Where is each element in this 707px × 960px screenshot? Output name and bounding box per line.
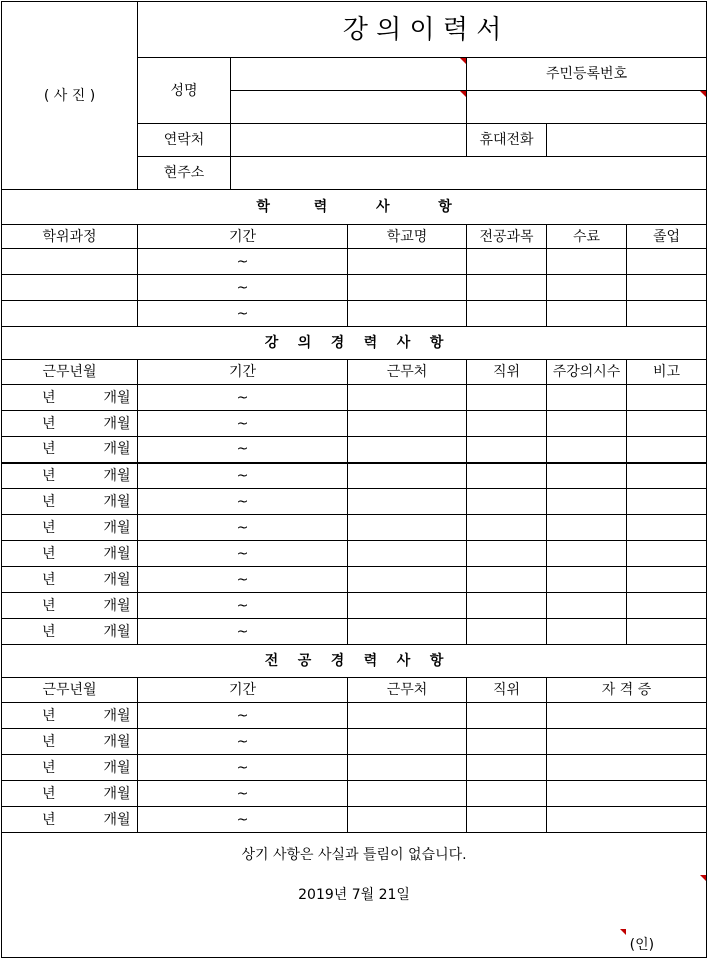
- period-cell[interactable]: ~: [138, 541, 348, 567]
- header-period: 기간: [138, 225, 348, 249]
- major-career-rows: [2, 703, 707, 833]
- months-label: 개월: [103, 623, 131, 640]
- date-text: 2019년 7월 21일: [298, 887, 410, 903]
- resident-number-label: 주민등록번호: [467, 58, 707, 91]
- name-field-2[interactable]: [231, 91, 467, 124]
- header-period: 기간: [138, 360, 348, 385]
- education-section-title: 학 력 사 항: [2, 190, 707, 225]
- year-label: 년: [42, 733, 56, 750]
- remarks-cell[interactable]: [627, 515, 707, 541]
- school-cell[interactable]: [348, 275, 467, 301]
- workplace-cell[interactable]: [348, 489, 467, 515]
- position-cell[interactable]: [467, 807, 547, 833]
- work-months-cell[interactable]: [2, 567, 138, 593]
- header-work-months: 근무년월: [2, 678, 138, 703]
- resident-number-field[interactable]: [467, 91, 707, 124]
- table-row: [2, 807, 707, 833]
- lecture-hours-cell[interactable]: [547, 489, 627, 515]
- workplace-cell[interactable]: [348, 463, 467, 489]
- remarks-cell[interactable]: [627, 411, 707, 437]
- certificate-cell[interactable]: [547, 807, 707, 833]
- workplace-cell[interactable]: [348, 385, 467, 411]
- remarks-cell[interactable]: [627, 541, 707, 567]
- months-label: 개월: [103, 389, 131, 406]
- seal-text: (인): [629, 937, 655, 953]
- position-cell[interactable]: [467, 411, 547, 437]
- header-workplace: 근무처: [348, 360, 467, 385]
- graduation-cell[interactable]: [627, 275, 707, 301]
- work-months-cell[interactable]: [2, 781, 138, 807]
- workplace-cell[interactable]: [348, 567, 467, 593]
- months-label: 개월: [103, 733, 131, 750]
- workplace-cell[interactable]: [348, 593, 467, 619]
- months-label: 개월: [103, 467, 131, 484]
- period-cell[interactable]: ~: [138, 567, 348, 593]
- header-lecture-hours: 주강의시수: [547, 360, 627, 385]
- completion-cell[interactable]: [547, 275, 627, 301]
- workplace-cell[interactable]: [348, 515, 467, 541]
- table-row: [2, 515, 707, 541]
- mobile-label: 휴대전화: [467, 124, 547, 157]
- remarks-cell[interactable]: [627, 567, 707, 593]
- header-period: 기간: [138, 678, 348, 703]
- statement-text: 상기 사항은 사실과 틀림이 없습니다.: [241, 847, 467, 863]
- table-row: [2, 463, 707, 489]
- footer-cell: [2, 833, 707, 958]
- lecture-hours-cell[interactable]: [547, 515, 627, 541]
- workplace-cell[interactable]: [348, 703, 467, 729]
- work-months-cell[interactable]: [2, 807, 138, 833]
- position-cell[interactable]: [467, 463, 547, 489]
- year-label: 년: [42, 571, 56, 588]
- position-cell[interactable]: [467, 489, 547, 515]
- school-cell[interactable]: [348, 301, 467, 327]
- header-work-months: 근무년월: [2, 360, 138, 385]
- work-months-cell[interactable]: [2, 385, 138, 411]
- position-cell[interactable]: [467, 567, 547, 593]
- certificate-cell[interactable]: [547, 781, 707, 807]
- table-row: [2, 703, 707, 729]
- lecture-career-rows: [2, 385, 707, 645]
- months-label: 개월: [103, 415, 131, 432]
- header-position: 직위: [467, 678, 547, 703]
- period-cell[interactable]: ~: [138, 249, 348, 275]
- remarks-cell[interactable]: [627, 463, 707, 489]
- remarks-cell[interactable]: [627, 489, 707, 515]
- lecture-hours-cell[interactable]: [547, 463, 627, 489]
- year-label: 년: [42, 811, 56, 828]
- table-row: [2, 781, 707, 807]
- comment-marker-icon: [700, 91, 706, 97]
- position-cell[interactable]: [467, 385, 547, 411]
- degree-cell[interactable]: [2, 275, 138, 301]
- period-cell[interactable]: ~: [138, 385, 348, 411]
- table-row: [2, 593, 707, 619]
- work-months-cell[interactable]: [2, 463, 138, 489]
- header-degree: 학위과정: [2, 225, 138, 249]
- period-cell[interactable]: ~: [138, 619, 348, 645]
- completion-cell[interactable]: [547, 249, 627, 275]
- header-remarks: 비고: [627, 360, 707, 385]
- comment-marker-icon: [620, 929, 626, 935]
- work-months-cell[interactable]: [2, 411, 138, 437]
- work-months-cell[interactable]: [2, 437, 138, 463]
- lecture-hours-cell[interactable]: [547, 385, 627, 411]
- address-field[interactable]: [231, 157, 707, 190]
- name-field[interactable]: [231, 58, 467, 91]
- header-completion: 수료: [547, 225, 627, 249]
- name-label: 성명: [138, 58, 231, 124]
- certificate-cell[interactable]: [547, 755, 707, 781]
- work-months-cell[interactable]: [2, 593, 138, 619]
- months-label: 개월: [103, 707, 131, 724]
- lecture-hours-cell[interactable]: [547, 619, 627, 645]
- workplace-cell[interactable]: [348, 807, 467, 833]
- major-cell[interactable]: [467, 249, 547, 275]
- header-workplace: 근무처: [348, 678, 467, 703]
- work-months-cell[interactable]: [2, 703, 138, 729]
- period-cell[interactable]: ~: [138, 489, 348, 515]
- period-cell[interactable]: ~: [138, 411, 348, 437]
- photo-cell[interactable]: [2, 2, 138, 190]
- position-cell[interactable]: [467, 729, 547, 755]
- year-label: 년: [42, 441, 56, 458]
- period-cell[interactable]: ~: [138, 755, 348, 781]
- year-label: 년: [42, 493, 56, 510]
- period-cell[interactable]: ~: [138, 593, 348, 619]
- work-months-cell[interactable]: [2, 729, 138, 755]
- year-label: 년: [42, 415, 56, 432]
- period-cell[interactable]: ~: [138, 781, 348, 807]
- degree-cell[interactable]: [2, 301, 138, 327]
- mobile-field[interactable]: [547, 124, 707, 157]
- year-label: 년: [42, 467, 56, 484]
- months-label: 개월: [103, 597, 131, 614]
- lecture-hours-cell[interactable]: [547, 567, 627, 593]
- period-cell[interactable]: ~: [138, 275, 348, 301]
- work-months-cell[interactable]: [2, 489, 138, 515]
- year-label: 년: [42, 389, 56, 406]
- table-row: [2, 541, 707, 567]
- table-row: [2, 489, 707, 515]
- workplace-cell[interactable]: [348, 437, 467, 463]
- completion-cell[interactable]: [547, 301, 627, 327]
- contact-label: 연락처: [138, 124, 231, 157]
- header-school: 학교명: [348, 225, 467, 249]
- page-title: 강 의 이 력 서: [138, 2, 707, 58]
- lecture-hours-cell[interactable]: [547, 411, 627, 437]
- major-cell[interactable]: [467, 301, 547, 327]
- degree-cell[interactable]: [2, 249, 138, 275]
- work-months-cell[interactable]: [2, 515, 138, 541]
- graduation-cell[interactable]: [627, 249, 707, 275]
- table-row: [2, 619, 707, 645]
- months-label: 개월: [103, 519, 131, 536]
- period-cell[interactable]: ~: [138, 729, 348, 755]
- table-row: [2, 567, 707, 593]
- header-graduation: 졸업: [627, 225, 707, 249]
- photo-label: ( 사 진 ): [43, 87, 96, 104]
- workplace-cell[interactable]: [348, 755, 467, 781]
- position-cell[interactable]: [467, 781, 547, 807]
- work-months-cell[interactable]: [2, 541, 138, 567]
- comment-marker-icon: [460, 91, 466, 97]
- months-label: 개월: [103, 493, 131, 510]
- period-cell[interactable]: ~: [138, 301, 348, 327]
- certificate-cell[interactable]: [547, 729, 707, 755]
- contact-field[interactable]: [231, 124, 467, 157]
- months-label: 개월: [103, 759, 131, 776]
- workplace-cell[interactable]: [348, 729, 467, 755]
- year-label: 년: [42, 597, 56, 614]
- period-cell[interactable]: ~: [138, 703, 348, 729]
- comment-marker-icon: [460, 58, 466, 64]
- lecture-hours-cell[interactable]: [547, 593, 627, 619]
- workplace-cell[interactable]: [348, 541, 467, 567]
- table-row: [2, 275, 707, 301]
- lecture-hours-cell[interactable]: [547, 437, 627, 463]
- months-label: 개월: [103, 811, 131, 828]
- lecture-hours-cell[interactable]: [547, 541, 627, 567]
- period-cell[interactable]: ~: [138, 515, 348, 541]
- months-label: 개월: [103, 441, 131, 458]
- work-months-cell[interactable]: [2, 755, 138, 781]
- lecture-career-section-title: 강 의 경 력 사 항: [2, 327, 707, 360]
- months-label: 개월: [103, 571, 131, 588]
- period-cell[interactable]: ~: [138, 807, 348, 833]
- position-cell[interactable]: [467, 755, 547, 781]
- header-major: 전공과목: [467, 225, 547, 249]
- comment-marker-icon: [700, 875, 706, 881]
- table-row: [2, 411, 707, 437]
- remarks-cell[interactable]: [627, 619, 707, 645]
- position-cell[interactable]: [467, 593, 547, 619]
- resume-table: [1, 1, 707, 958]
- year-label: 년: [42, 785, 56, 802]
- period-cell[interactable]: ~: [138, 437, 348, 463]
- remarks-cell[interactable]: [627, 437, 707, 463]
- months-label: 개월: [103, 785, 131, 802]
- position-cell[interactable]: [467, 515, 547, 541]
- position-cell[interactable]: [467, 703, 547, 729]
- workplace-cell[interactable]: [348, 781, 467, 807]
- table-row: [2, 437, 707, 463]
- address-label: 현주소: [138, 157, 231, 190]
- position-cell[interactable]: [467, 541, 547, 567]
- year-label: 년: [42, 623, 56, 640]
- school-cell[interactable]: [348, 249, 467, 275]
- work-months-cell[interactable]: [2, 619, 138, 645]
- months-label: 개월: [103, 545, 131, 562]
- workplace-cell[interactable]: [348, 411, 467, 437]
- table-row: [2, 385, 707, 411]
- header-certificate: 자 격 증: [547, 678, 707, 703]
- certificate-cell[interactable]: [547, 703, 707, 729]
- remarks-cell[interactable]: [627, 385, 707, 411]
- year-label: 년: [42, 707, 56, 724]
- position-cell[interactable]: [467, 437, 547, 463]
- table-row: [2, 729, 707, 755]
- period-cell[interactable]: ~: [138, 463, 348, 489]
- year-label: 년: [42, 545, 56, 562]
- table-row: [2, 755, 707, 781]
- major-cell[interactable]: [467, 275, 547, 301]
- remarks-cell[interactable]: [627, 593, 707, 619]
- major-career-section-title: 전 공 경 력 사 항: [2, 645, 707, 678]
- year-label: 년: [42, 519, 56, 536]
- year-label: 년: [42, 759, 56, 776]
- table-row: [2, 301, 707, 327]
- workplace-cell[interactable]: [348, 619, 467, 645]
- graduation-cell[interactable]: [627, 301, 707, 327]
- position-cell[interactable]: [467, 619, 547, 645]
- table-row: [2, 249, 707, 275]
- header-position: 직위: [467, 360, 547, 385]
